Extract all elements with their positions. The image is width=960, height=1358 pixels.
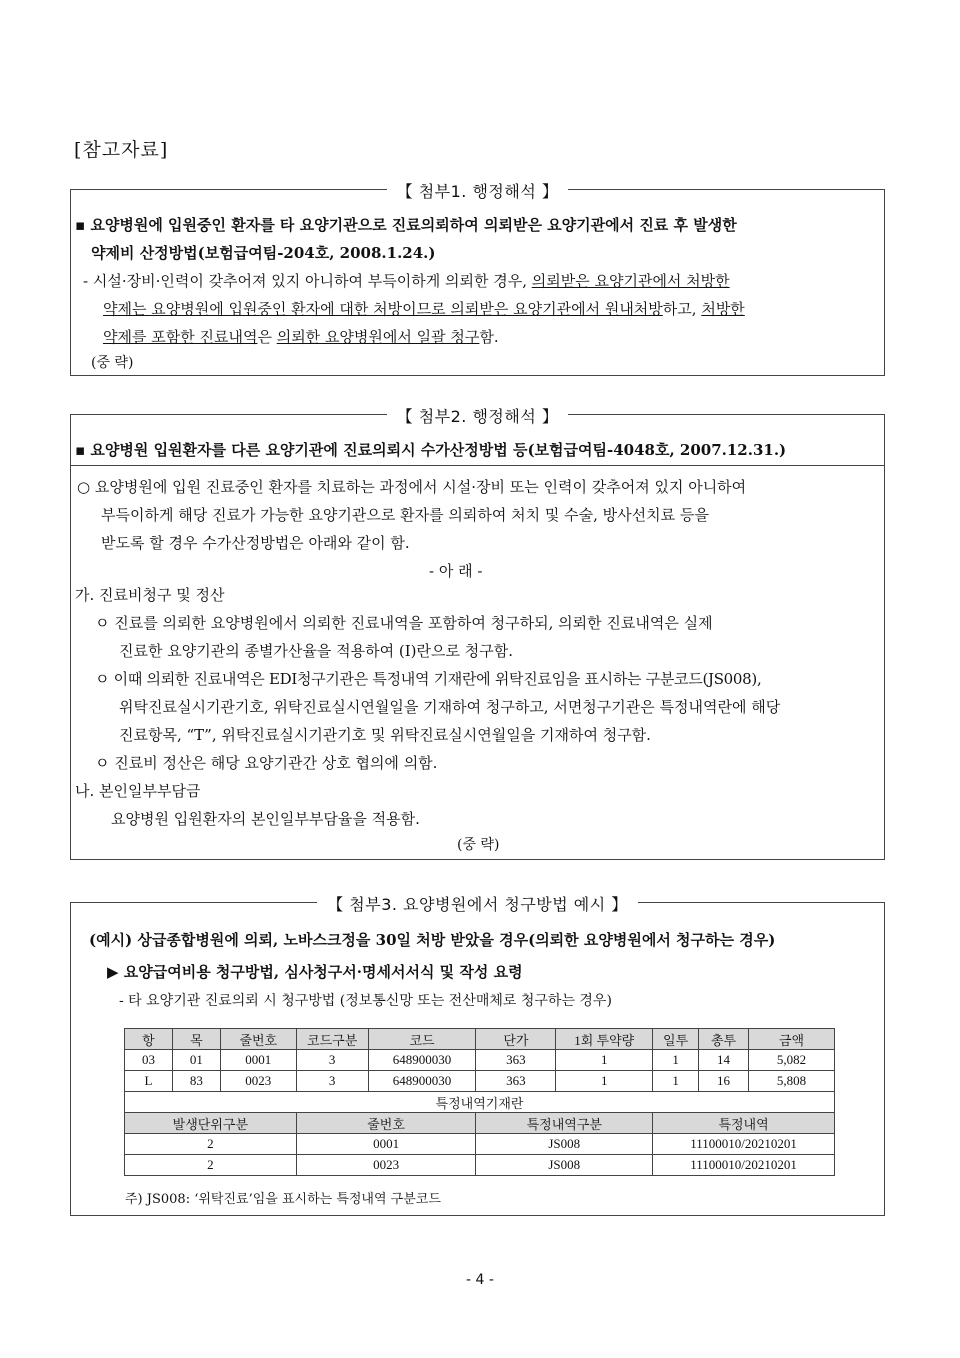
col-header: 코드구분 <box>296 1029 368 1050</box>
page-number: - 4 - <box>466 1272 494 1288</box>
special-table-header-row <box>125 1113 835 1134</box>
table-cell: 1 <box>653 1050 699 1071</box>
att2-ga-item-1-line-1: ㅇ 진료를 의뢰한 요양병원에서 의뢰한 진료내역을 포함하여 청구하되, 의뢰한 진료내역은 실제 <box>95 614 713 632</box>
att1-body-1-underlined: 의뢰받은 요양기관에서 처방한 <box>531 272 730 290</box>
table-row <box>125 1071 835 1092</box>
attachment-2-box <box>70 406 885 860</box>
att2-heading: ▪ 요양병원 입원환자를 다른 요양기관에 진료의뢰시 수가산정방법 등(보험급여팀-4048호, 2007.12.31.) <box>75 441 787 459</box>
table-cell: 3 <box>296 1071 368 1092</box>
table-cell: 14 <box>699 1050 749 1071</box>
att1-body-3-underlined-a: 약제를 포함한 진료내역 <box>103 328 258 346</box>
col-header: 1회 투약량 <box>556 1029 653 1050</box>
attachment-2-title: 【 첨부2. 행정해석 】 <box>387 404 569 427</box>
table-cell: 5,808 <box>749 1071 835 1092</box>
att2-below-label: - 아 래 - <box>429 562 483 580</box>
att1-body-3-text-a: 은 <box>257 328 277 346</box>
table-cell: 0001 <box>220 1050 296 1071</box>
col-header: 코드 <box>368 1029 476 1050</box>
att1-body-2-underlined-b: 처방한 <box>701 300 745 318</box>
table-row <box>125 1155 835 1176</box>
table-cell: 01 <box>172 1050 220 1071</box>
table-cell: 3 <box>296 1050 368 1071</box>
table-cell: 1 <box>556 1050 653 1071</box>
special-section-title: 특정내역기재란 <box>125 1092 835 1113</box>
table-cell: 0001 <box>296 1134 476 1155</box>
table-cell: 648900030 <box>368 1050 476 1071</box>
att1-body-line-3 <box>103 327 499 347</box>
table-row <box>125 1134 835 1155</box>
col-header: 특정내역구분 <box>476 1113 653 1134</box>
att2-p1-line-1: ○ 요양병원에 입원 진료중인 환자를 치료하는 과정에서 시설·장비 또는 인력이 갖추어져 있지 아니하여 <box>77 478 747 496</box>
table-cell: 1 <box>556 1071 653 1092</box>
attachment-1-box <box>70 181 885 376</box>
table-cell: 1 <box>653 1071 699 1092</box>
att2-ga-item-2-line-3: 진료항목, “T”, 위탁진료실시기관기호 및 위탁진료실시연월일을 기재하여 청구함. <box>119 726 651 744</box>
att3-arrow-line: ▶ 요양급여비용 청구방법, 심사청구서·명세서서식 및 작성 요령 <box>107 963 523 981</box>
table-cell: 5,082 <box>749 1050 835 1071</box>
att2-na-item-1: 요양병원 입원환자의 본인일부부담율을 적용함. <box>111 810 420 828</box>
page-title: [참고자료] <box>74 139 169 161</box>
att3-example: (예시) 상급종합병원에 의뢰, 노바스크정을 30일 처방 받았을 경우(의뢰한 요양병원에서 청구하는 경우) <box>89 931 776 949</box>
table-row <box>125 1050 835 1071</box>
attachment-1-title: 【 첨부1. 행정해석 】 <box>387 179 569 202</box>
att1-body-3-text-b: 함. <box>479 328 499 346</box>
attachment-3-title: 【 첨부3. 요양병원에서 청구방법 예시 】 <box>317 892 638 915</box>
att2-p1-line-3: 받도록 할 경우 수가산정방법은 아래와 같이 함. <box>101 534 410 552</box>
special-section-title-row <box>125 1092 835 1113</box>
att1-body-3-underlined-b: 의뢰한 요양병원에서 일괄 청구 <box>276 328 480 346</box>
att2-ga-item-1-line-2: 진료한 요양기관의 종별가산율을 적용하여 (Ⅰ)란으로 청구함. <box>119 642 514 660</box>
table-cell: 11100010/20210201 <box>653 1155 835 1176</box>
table-cell: 2 <box>125 1155 297 1176</box>
table-cell: L <box>125 1071 173 1092</box>
col-header: 항 <box>125 1029 173 1050</box>
table-cell: 0023 <box>296 1155 476 1176</box>
col-header: 특정내역 <box>653 1113 835 1134</box>
table-cell: JS008 <box>476 1155 653 1176</box>
table-cell: 11100010/20210201 <box>653 1134 835 1155</box>
col-header: 단가 <box>476 1029 556 1050</box>
att3-sub-line: - 타 요양기관 진료의뢰 시 청구방법 (정보통신망 또는 전산매체로 청구하는 경우) <box>119 993 612 1009</box>
att2-p1-line-2: 부득이하게 해당 진료가 가능한 요양기관으로 환자를 의뢰하여 처치 및 수술, 방사선치료 등을 <box>101 506 709 524</box>
att2-ga-item-2-line-2: 위탁진료실시기관기호, 위탁진료실시연월일을 기재하여 청구하고, 서면청구기관은 특정내역란에 해당 <box>119 698 781 716</box>
table-cell: 03 <box>125 1050 173 1071</box>
att1-heading-line-1: ▪ 요양병원에 입원중인 환자를 타 요양기관으로 진료의뢰하여 의뢰받은 요양기관에서 진료 후 발생한 <box>75 216 737 234</box>
att1-body-2-text: 하고, <box>662 300 702 318</box>
table-cell: 648900030 <box>368 1071 476 1092</box>
table-cell: 363 <box>476 1050 556 1071</box>
att2-ga-item-3: ㅇ 진료비 정산은 해당 요양기관간 상호 협의에 의함. <box>95 754 438 772</box>
att1-omitted: (중 략) <box>91 355 134 371</box>
table-cell: 2 <box>125 1134 297 1155</box>
att2-section-ga: 가. 진료비청구 및 정산 <box>75 586 225 604</box>
att1-body-line-2 <box>103 299 745 319</box>
col-header: 줄번호 <box>296 1113 476 1134</box>
claim-table <box>124 1028 835 1176</box>
claim-table-header-row <box>125 1029 835 1050</box>
attachment-3-box <box>70 894 885 1216</box>
table-cell: 16 <box>699 1071 749 1092</box>
att1-body-2-underlined-a: 약제는 요양병원에 입원중인 환자에 대한 처방이므로 의뢰받은 요양기관에서 원내처방 <box>103 300 663 318</box>
att2-section-na: 나. 본인일부부담금 <box>75 782 201 800</box>
att2-omitted: (중 략) <box>457 837 500 853</box>
att2-divider <box>71 465 884 466</box>
table-cell: 363 <box>476 1071 556 1092</box>
table-cell: JS008 <box>476 1134 653 1155</box>
att1-heading-line-2: 약제비 산정방법(보험급여팀-204호, 2008.1.24.) <box>91 244 436 262</box>
col-header: 일투 <box>653 1029 699 1050</box>
att1-body-1-text: - 시설·장비·인력이 갖추어져 있지 아니하여 부득이하게 의뢰한 경우, <box>83 272 532 290</box>
col-header: 목 <box>172 1029 220 1050</box>
table-cell: 83 <box>172 1071 220 1092</box>
col-header: 총투 <box>699 1029 749 1050</box>
table-cell: 0023 <box>220 1071 296 1092</box>
col-header: 금액 <box>749 1029 835 1050</box>
att3-footnote: 주) JS008: ‘위탁진료’임을 표시하는 특정내역 구분코드 <box>125 1192 441 1207</box>
col-header: 줄번호 <box>220 1029 296 1050</box>
att1-body-line-1 <box>83 271 730 291</box>
att2-ga-item-2-line-1: ㅇ 이때 의뢰한 진료내역은 EDI청구기관은 특정내역 기재란에 위탁진료임을 표시하는 구분코드(JS008), <box>95 670 762 688</box>
col-header: 발생단위구분 <box>125 1113 297 1134</box>
